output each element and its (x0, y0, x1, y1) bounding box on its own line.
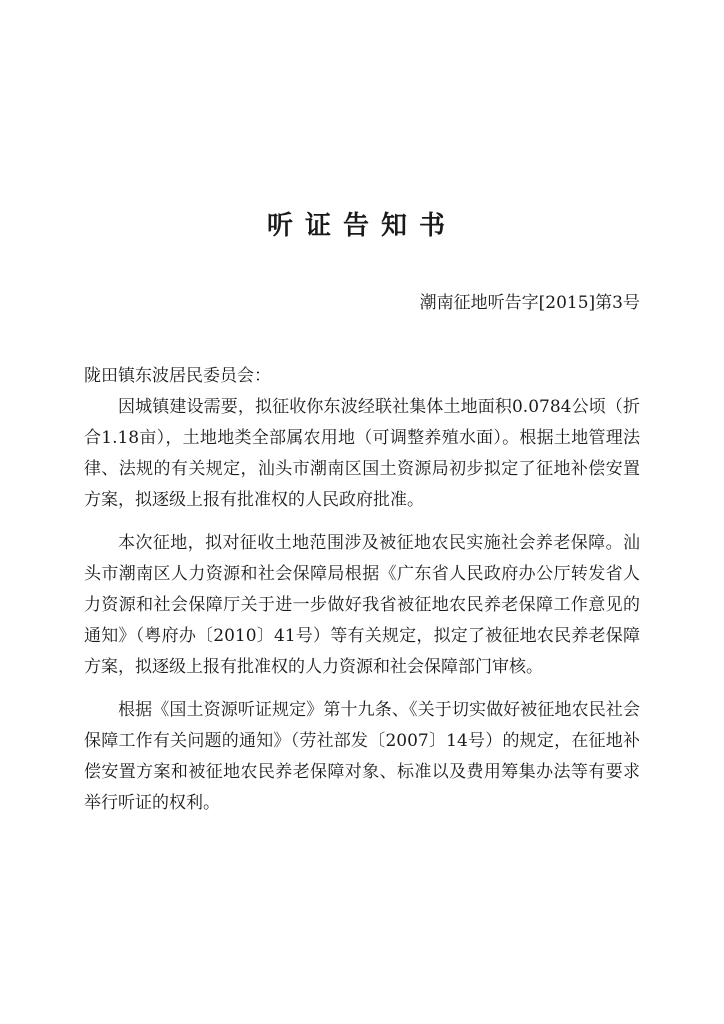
paragraph-2: 本次征地，拟对征收土地范围涉及被征地农民实施社会养老保障。汕头市潮南区人力资源和社会保障局根据《广东省人民政府办公厅转发省人力资源和社会保障厅关于进一步做好我省被征地农民养老保障工作意见的通知》（粤府办〔2010〕41号）等有关规定，拟定了被征地农民养老保障方案，拟逐级上报有批准权的人力资源和社会保障部门审核。 (84, 533, 640, 677)
document-body (84, 392, 640, 831)
document-number: 潮南征地听告字[2015]第3号 (419, 293, 640, 313)
document-title: 听证告知书 (266, 211, 457, 241)
paragraph-3: 根据《国土资源听证规定》第十九条、《关于切实做好被征地农民社会保障工作有关问题的通知》（劳社部发〔2007〕14号）的规定，在征地补偿安置方案和被征地农民养老保障对象、标准以及费用筹集办法等有要求举行听证的权利。 (84, 700, 640, 813)
paragraph-1: 因城镇建设需要，拟征收你东波经联社集体土地面积0.0784公顷（折合1.18亩），土地地类全部属农用地（可调整养殖水面）。根据土地管理法律、法规的有关规定，汕头市潮南区国土资源局初步拟定了征地补偿安置方案，拟逐级上报有批准权的人民政府批准。 (84, 397, 640, 510)
addressee: 陇田镇东波居民委员会： (84, 366, 271, 386)
